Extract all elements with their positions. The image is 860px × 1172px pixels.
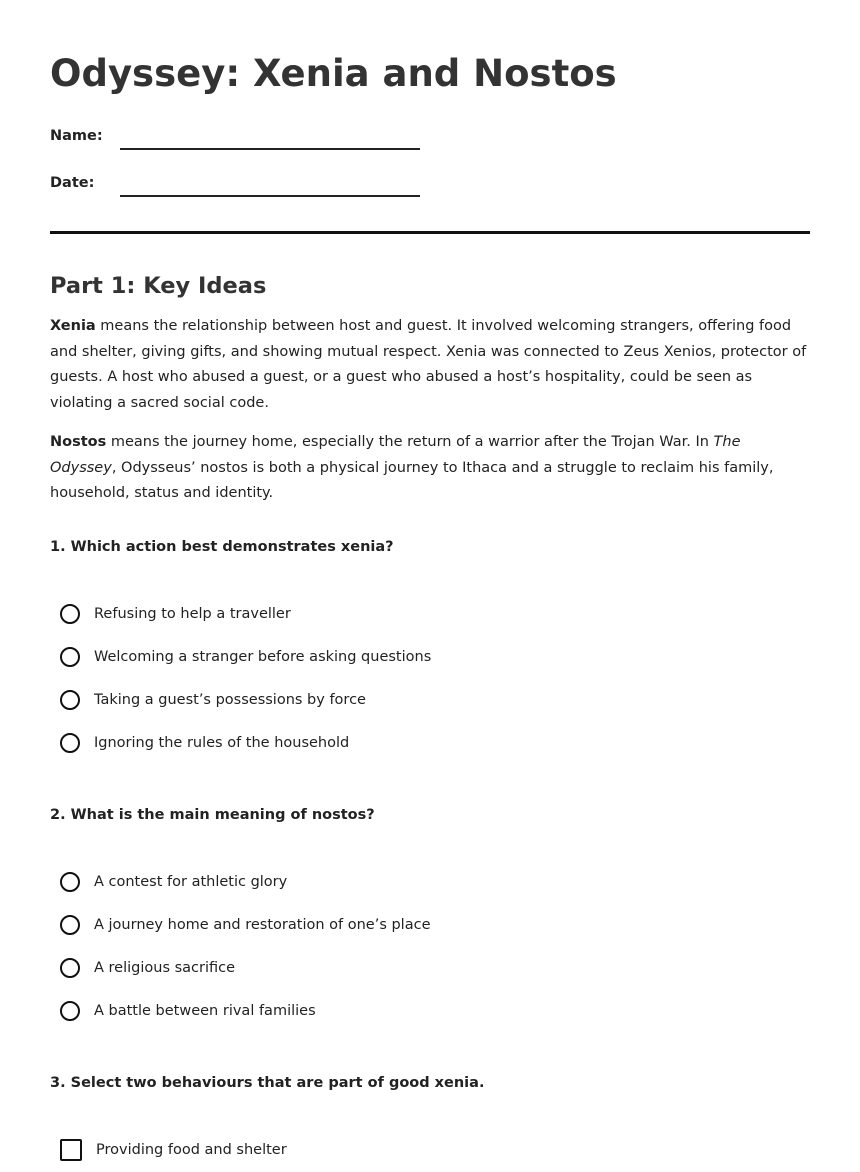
answer-option[interactable] <box>50 1129 810 1172</box>
date-label: Date: <box>50 175 95 191</box>
option-label: A battle between rival families <box>94 1003 316 1019</box>
radio-button[interactable] <box>60 733 80 753</box>
xenia-term: Xenia <box>50 318 96 334</box>
option-label: A journey home and restoration of one’s place <box>94 917 431 933</box>
date-field-row <box>50 161 810 197</box>
answer-options <box>50 593 810 765</box>
radio-button[interactable] <box>60 958 80 978</box>
option-label: Taking a guest’s possessions by force <box>94 692 366 708</box>
answer-option[interactable] <box>50 593 810 636</box>
answer-option[interactable] <box>50 722 810 765</box>
radio-button[interactable] <box>60 690 80 710</box>
xenia-definition: means the relationship between host and guest. It involved welcoming strangers, offering food and shelter, giving gifts, and showing mutual respect. Xenia was connected to Zeus Xenios, protector of guests. A host who abused a guest, or a guest who abused a host’s hospitality, could be seen as violating a sacred social code. <box>50 318 807 411</box>
answer-option[interactable] <box>50 947 810 990</box>
question-block <box>50 805 810 1033</box>
answer-options <box>50 861 810 1033</box>
checkbox[interactable] <box>60 1139 82 1161</box>
option-label: Ignoring the rules of the household <box>94 735 350 751</box>
answer-option[interactable] <box>50 861 810 904</box>
answer-option[interactable] <box>50 990 810 1033</box>
radio-button[interactable] <box>60 915 80 935</box>
question-prompt: 2. What is the main meaning of nostos? <box>50 806 375 823</box>
section-divider <box>50 231 810 234</box>
nostos-paragraph <box>50 430 810 507</box>
radio-button[interactable] <box>60 604 80 624</box>
date-field[interactable] <box>120 167 420 197</box>
xenia-paragraph <box>50 314 810 416</box>
radio-button[interactable] <box>60 1001 80 1021</box>
nostos-term: Nostos <box>50 434 107 450</box>
radio-button[interactable] <box>60 872 80 892</box>
book-title: The Odyssey <box>50 434 741 476</box>
question-prompt: 1. Which action best demonstrates xenia? <box>50 538 394 555</box>
question-prompt: 3. Select two behaviours that are part of good xenia. <box>50 1074 485 1091</box>
answer-option[interactable] <box>50 636 810 679</box>
page-title: Odyssey: Xenia and Nostos <box>50 52 617 95</box>
answer-options <box>50 1129 810 1172</box>
answer-option[interactable] <box>50 679 810 722</box>
name-field-row <box>50 114 810 150</box>
answer-option[interactable] <box>50 904 810 947</box>
option-label: Providing food and shelter <box>96 1142 287 1158</box>
nostos-definition-start: means the journey home, especially the return of a warrior after the Trojan War. In <box>106 434 714 450</box>
option-label: Refusing to help a traveller <box>94 606 291 622</box>
question-block <box>50 537 810 765</box>
option-label: Welcoming a stranger before asking questions <box>94 649 432 665</box>
name-label: Name: <box>50 128 103 144</box>
nostos-definition-end: , Odysseus’ nostos is both a physical journey to Ithaca and a struggle to reclaim his family, household, status and identity. <box>50 459 774 501</box>
name-field[interactable] <box>120 120 420 150</box>
section-heading: Part 1: Key Ideas <box>50 273 267 299</box>
radio-button[interactable] <box>60 647 80 667</box>
question-block <box>50 1073 810 1172</box>
option-label: A religious sacrifice <box>94 960 236 976</box>
option-label: A contest for athletic glory <box>94 874 288 890</box>
